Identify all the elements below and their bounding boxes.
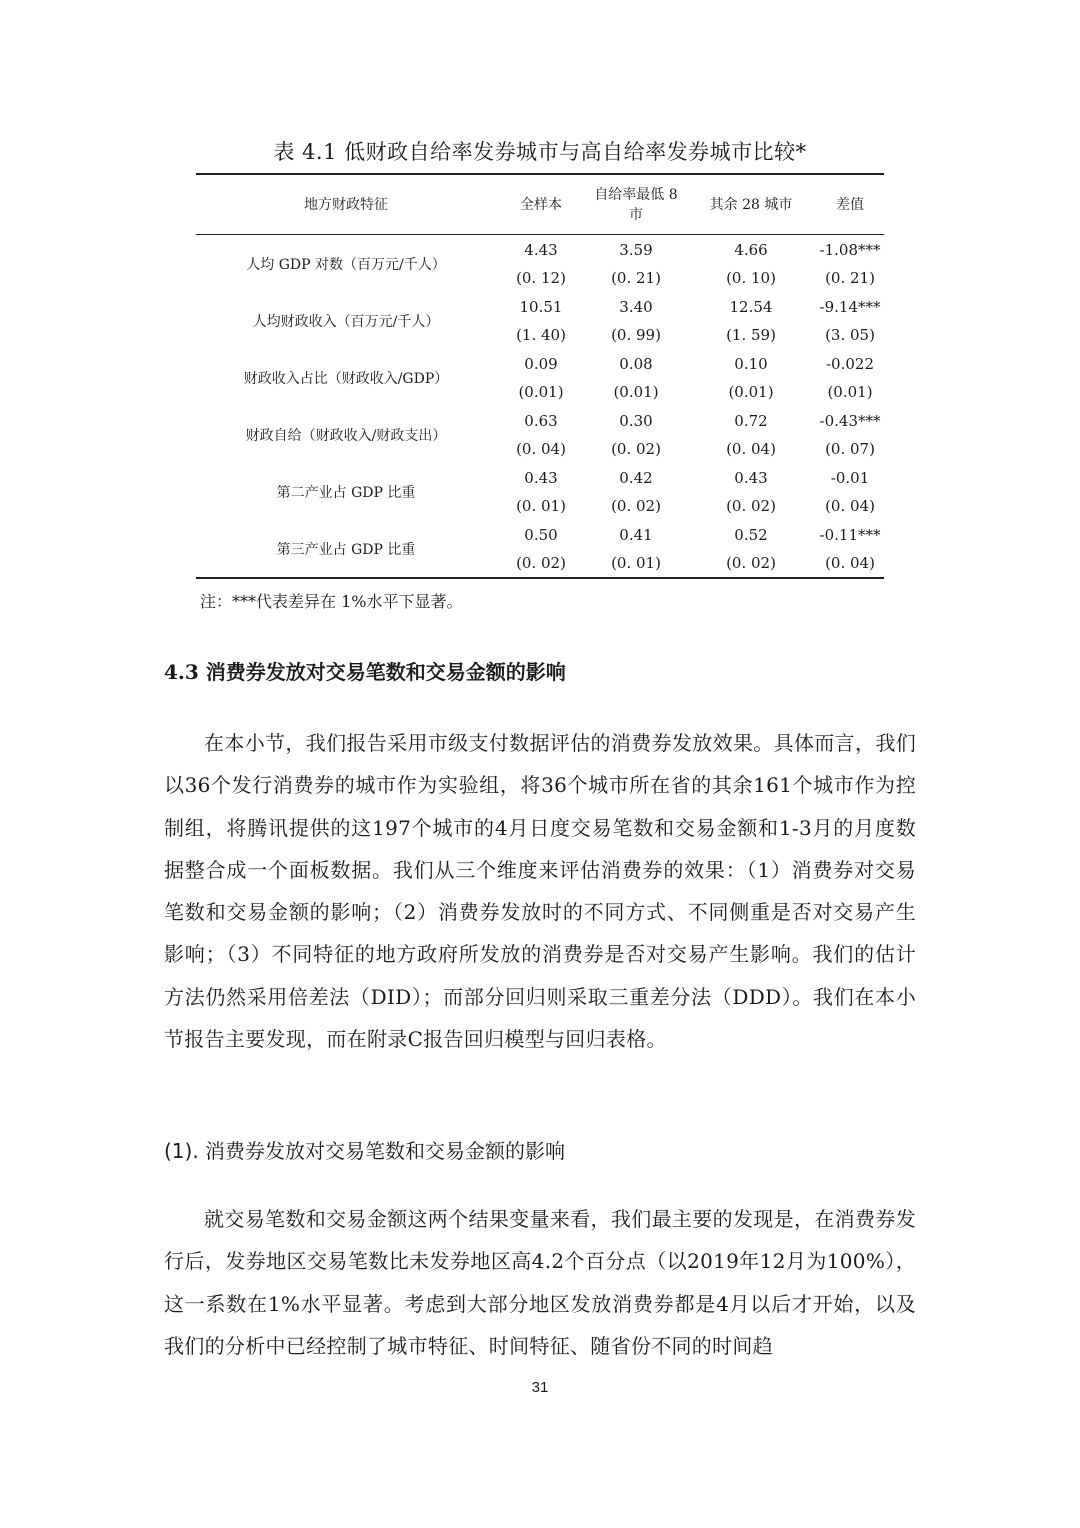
row-label: 财政自给（财政收入/财政支出） bbox=[245, 428, 447, 444]
value-text: -0.01 bbox=[830, 468, 870, 487]
comparison-table-container bbox=[196, 173, 884, 579]
value-text: -9.14*** bbox=[819, 297, 881, 316]
se-text: (0. 07) bbox=[825, 440, 875, 458]
se-text: (1. 40) bbox=[516, 326, 566, 344]
row-label: 财政收入占比（财政收入/GDP） bbox=[243, 371, 449, 387]
se-cell bbox=[496, 321, 586, 350]
value-cell bbox=[496, 234, 586, 264]
se-cell bbox=[496, 378, 586, 407]
se-text: (0. 04) bbox=[825, 553, 875, 572]
value-text: -0.022 bbox=[825, 354, 874, 373]
value-cell bbox=[686, 407, 816, 435]
table-body bbox=[196, 234, 884, 578]
header-characteristic: 地方财政特征 bbox=[304, 197, 388, 214]
value-text: 0.10 bbox=[734, 354, 768, 373]
se-text: (0.01) bbox=[518, 383, 564, 401]
value-cell bbox=[686, 293, 816, 321]
value-cell bbox=[816, 464, 884, 492]
se-text: (0. 04) bbox=[516, 440, 566, 458]
value-text: 0.30 bbox=[619, 411, 653, 430]
se-text: (0. 01) bbox=[516, 497, 566, 515]
body-paragraph-1 bbox=[164, 722, 916, 1060]
se-text: (0. 04) bbox=[726, 440, 776, 458]
value-cell bbox=[586, 521, 686, 549]
value-text: 10.51 bbox=[519, 297, 563, 316]
se-cell bbox=[816, 492, 884, 521]
table-row bbox=[196, 407, 884, 435]
paragraph-2-text: 就交易笔数和交易金额这两个结果变量来看，我们最主要的发现是，在消费券发行后，发券地区交易笔数比未发券地区高4.2个百分点（以2019年12月为100%），这一系数在1%水平显著。考虑到大部分地区发放消费券都是4月以后才开始，以及我们的分析中已经控制了城市特征、时间特征、随省份不同的时间趋 bbox=[164, 1207, 916, 1358]
value-text: 4.66 bbox=[734, 240, 768, 259]
table-row bbox=[196, 293, 884, 321]
value-cell bbox=[686, 350, 816, 378]
row-label: 第三产业占 GDP 比重 bbox=[276, 541, 416, 558]
se-cell bbox=[816, 378, 884, 407]
value-cell bbox=[586, 234, 686, 264]
value-cell bbox=[496, 521, 586, 549]
se-cell bbox=[586, 549, 686, 578]
value-text: 0.42 bbox=[619, 468, 653, 487]
se-cell bbox=[686, 492, 816, 521]
se-cell bbox=[816, 264, 884, 293]
value-text: 0.63 bbox=[524, 411, 558, 430]
table-row bbox=[196, 234, 884, 264]
table-caption: 表 4.1 低财政自给率发券城市与高自给率发券城市比较* bbox=[273, 140, 807, 164]
se-cell bbox=[686, 321, 816, 350]
value-cell bbox=[686, 464, 816, 492]
se-cell bbox=[686, 435, 816, 464]
value-cell bbox=[816, 350, 884, 378]
table-row bbox=[196, 521, 884, 549]
value-cell bbox=[496, 293, 586, 321]
subsection-heading: (1). 消费券发放对交易笔数和交易金额的影响 bbox=[164, 1139, 566, 1163]
value-text: 0.09 bbox=[524, 354, 558, 373]
se-text: (0. 04) bbox=[825, 497, 875, 515]
se-cell bbox=[816, 435, 884, 464]
value-text: 0.50 bbox=[524, 525, 558, 544]
row-label: 人均 GDP 对数（百万元/千人） bbox=[246, 257, 446, 273]
value-cell bbox=[496, 350, 586, 378]
se-text: (0. 02) bbox=[611, 440, 661, 458]
value-cell bbox=[816, 521, 884, 549]
value-cell bbox=[686, 521, 816, 549]
value-text: -1.08*** bbox=[819, 240, 881, 259]
table-row bbox=[196, 464, 884, 492]
header-difference: 差值 bbox=[836, 197, 864, 214]
value-cell bbox=[496, 464, 586, 492]
se-text: (0. 99) bbox=[611, 326, 661, 344]
value-cell bbox=[496, 407, 586, 435]
se-cell bbox=[586, 378, 686, 407]
se-cell bbox=[686, 378, 816, 407]
value-cell bbox=[816, 407, 884, 435]
se-cell bbox=[816, 321, 884, 350]
section-heading: 4.3 消费券发放对交易笔数和交易金额的影响 bbox=[164, 660, 566, 684]
se-text: (0. 01) bbox=[611, 553, 661, 572]
value-text: 4.43 bbox=[524, 240, 558, 259]
value-text: 0.52 bbox=[734, 525, 768, 544]
se-text: (0. 10) bbox=[726, 269, 776, 287]
value-cell bbox=[686, 234, 816, 264]
se-text: (0.01) bbox=[827, 383, 873, 401]
se-cell bbox=[816, 549, 884, 578]
value-cell bbox=[816, 234, 884, 264]
se-cell bbox=[586, 435, 686, 464]
se-text: (0. 12) bbox=[516, 269, 566, 287]
value-cell bbox=[586, 293, 686, 321]
header-full-sample: 全样本 bbox=[520, 197, 562, 214]
value-text: 0.72 bbox=[734, 411, 768, 430]
table-row bbox=[196, 350, 884, 378]
table-header-row bbox=[196, 174, 884, 234]
value-text: 0.43 bbox=[734, 468, 768, 487]
se-text: (0. 02) bbox=[516, 553, 566, 572]
value-text: 3.40 bbox=[619, 297, 653, 316]
value-cell bbox=[586, 464, 686, 492]
se-text: (0. 02) bbox=[726, 497, 776, 515]
paragraph-1-text: 在本小节，我们报告采用市级支付数据评估的消费券发放效果。具体而言，我们以36个发行消费券的城市作为实验组，将36个城市所在省的其余161个城市作为控制组，将腾讯提供的这197个城市的4月日度交易笔数和交易金额和1-3月的月度数据整合成一个面板数据。我们从三个维度来评估消费券的效果：（1）消费券对交易笔数和交易金额的影响；（2）消费券发放时的不同方式、不同侧重是否对交易产生影响；（3）不同特征的地方政府所发放的消费券是否对交易产生影响。我们的估计方法仍然采用倍差法（DID）；而部分回归则采取三重差分法（DDD）。我们在本小节报告主要发现，而在附录C报告回归模型与回归表格。 bbox=[164, 731, 916, 1052]
se-text: (0. 21) bbox=[825, 269, 875, 287]
header-lowest-8: 自给率最低 8 市 bbox=[594, 187, 678, 224]
se-text: (0.01) bbox=[728, 383, 774, 401]
se-cell bbox=[686, 264, 816, 293]
se-cell bbox=[496, 492, 586, 521]
value-text: 0.43 bbox=[524, 468, 558, 487]
value-text: 12.54 bbox=[729, 297, 773, 316]
se-cell bbox=[586, 492, 686, 521]
page-number: 31 bbox=[531, 1379, 549, 1396]
se-cell bbox=[496, 549, 586, 578]
se-text: (1. 59) bbox=[726, 326, 776, 344]
body-paragraph-2 bbox=[164, 1198, 916, 1367]
se-cell bbox=[496, 435, 586, 464]
header-other-28: 其余 28 城市 bbox=[709, 197, 793, 214]
se-cell bbox=[686, 549, 816, 578]
value-text: 3.59 bbox=[619, 240, 653, 259]
se-cell bbox=[496, 264, 586, 293]
value-text: -0.11*** bbox=[819, 525, 881, 544]
value-text: 0.41 bbox=[619, 525, 653, 544]
se-cell bbox=[586, 264, 686, 293]
table-note: 注：***代表差异在 1%水平下显著。 bbox=[200, 592, 463, 611]
se-text: (0. 02) bbox=[611, 497, 661, 515]
row-label: 人均财政收入（百万元/千人） bbox=[252, 314, 440, 330]
value-text: 0.08 bbox=[619, 354, 653, 373]
value-cell bbox=[586, 350, 686, 378]
se-text: (0. 02) bbox=[726, 553, 776, 572]
value-cell bbox=[816, 293, 884, 321]
comparison-table bbox=[196, 173, 884, 579]
value-text: -0.43*** bbox=[819, 411, 881, 430]
value-cell bbox=[586, 407, 686, 435]
se-text: (0.01) bbox=[613, 383, 659, 401]
row-label: 第二产业占 GDP 比重 bbox=[276, 485, 416, 501]
se-cell bbox=[586, 321, 686, 350]
se-text: (0. 21) bbox=[611, 269, 661, 287]
se-text: (3. 05) bbox=[825, 326, 875, 344]
